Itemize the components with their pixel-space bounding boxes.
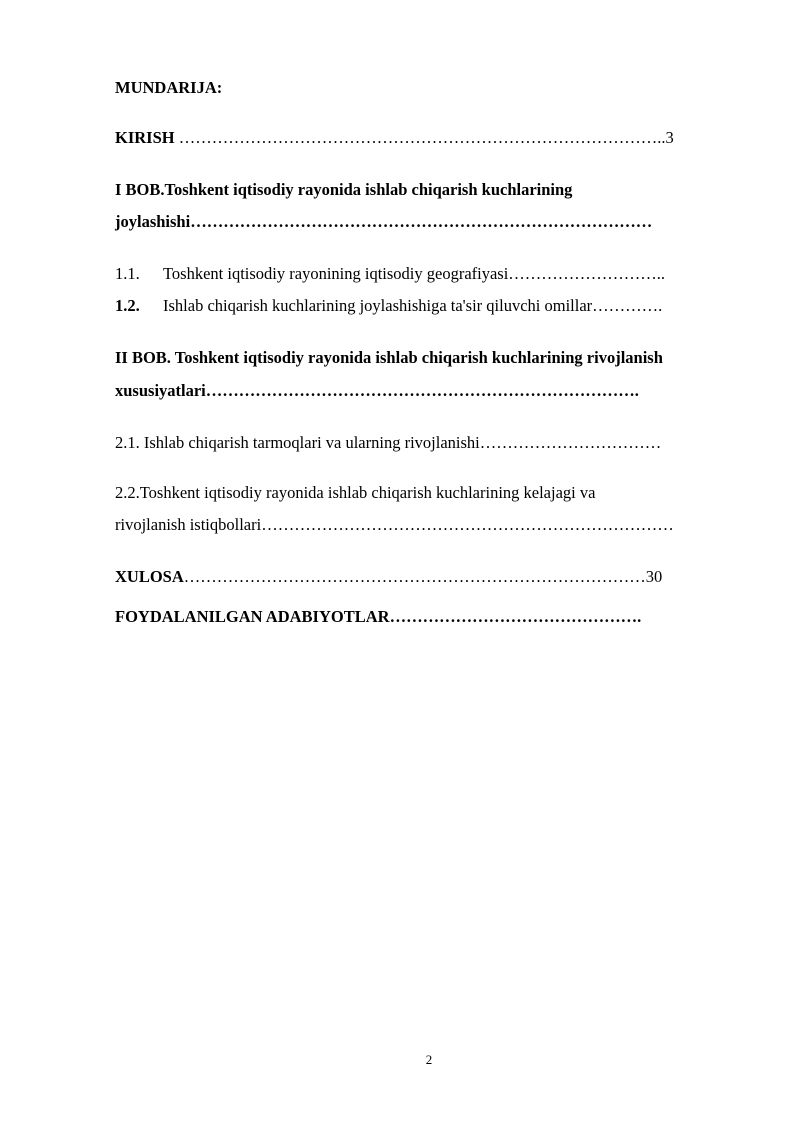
- toc-entry-label: FOYDALANILGAN ADABIYOTLAR: [115, 607, 390, 626]
- toc-entry-section-2-1[interactable]: 2.1. Ishlab chiqarish tarmoqlari va ularning rivojlanishi……………………………: [115, 433, 662, 452]
- section-number: 1.2.: [115, 296, 140, 315]
- toc-entry-conclusion[interactable]: [115, 567, 662, 587]
- page-number: 2: [425, 1052, 433, 1067]
- toc-entry-chapter1-line1[interactable]: I BOB.Toshkent iqtisodiy rayonida ishlab chiqarish kuchlarining: [115, 180, 573, 199]
- toc-entry-section-2-2-line1[interactable]: 2.2.Toshkent iqtisodiy rayonida ishlab chiqarish kuchlarining kelajagi va: [115, 483, 596, 502]
- toc-page-number: 30: [645, 567, 663, 586]
- toc-entry-references[interactable]: [115, 607, 641, 627]
- toc-entry-section-1-2[interactable]: [115, 296, 662, 316]
- toc-entry-chapter2-line1[interactable]: II BOB. Toshkent iqtisodiy rayonida ishlab chiqarish kuchlarining rivojlanish: [115, 348, 663, 367]
- toc-leader: ……………………………………………………………………………..: [174, 128, 666, 147]
- toc-entry-chapter1-line2[interactable]: joylashishi…………………………………………………………………………: [115, 212, 653, 231]
- section-text: Ishlab chiqarish kuchlarining joylashishiga ta'sir qiluvchi omillar………….: [163, 296, 663, 315]
- toc-entry-chapter2-line2[interactable]: xususiyatlari…………………………………………………………………….: [115, 381, 639, 400]
- toc-leader: ……………………………………….: [389, 607, 642, 626]
- toc-entry-label: KIRISH: [115, 128, 175, 147]
- section-text: Toshkent iqtisodiy rayonining iqtisodiy geografiyasi………………………..: [163, 264, 666, 283]
- toc-leader: …………………………………………………………………………: [183, 567, 646, 586]
- toc-entry-section-2-2-line2[interactable]: rivojlanish istiqbollari…………………………………………………………………: [115, 515, 674, 534]
- toc-page-number: 3: [665, 128, 674, 147]
- section-number: 1.1.: [115, 264, 140, 283]
- toc-entry-section-1-1[interactable]: [115, 264, 665, 284]
- toc-entry-intro[interactable]: [115, 128, 674, 148]
- toc-heading: MUNDARIJA:: [115, 78, 223, 97]
- toc-entry-label: XULOSA: [115, 567, 184, 586]
